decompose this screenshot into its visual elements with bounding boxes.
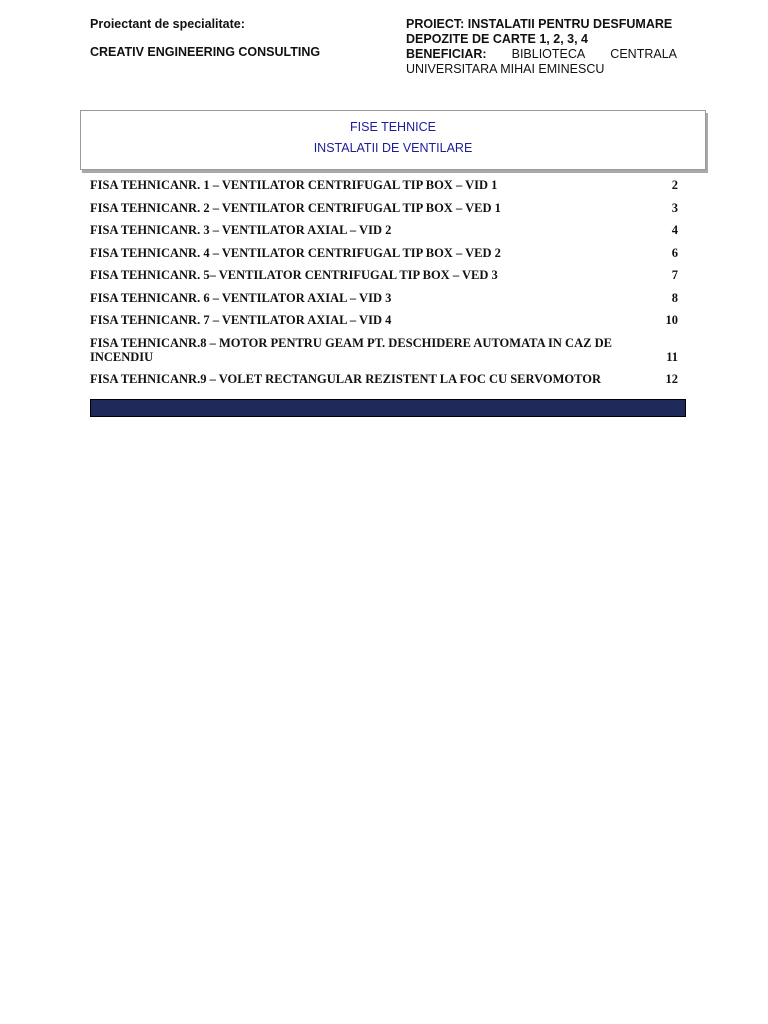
toc-entry[interactable]	[90, 336, 678, 364]
project-title: PROIECT: INSTALATII PENTRU DESFUMARE	[406, 17, 673, 31]
toc-entry[interactable]	[90, 268, 678, 282]
document-subtitle: INSTALATII DE VENTILARE	[313, 141, 473, 155]
beneficiary-word2: CENTRALA	[610, 47, 677, 61]
table-of-contents	[90, 178, 678, 395]
toc-entry-page: 6	[671, 245, 678, 260]
toc-entry[interactable]	[90, 178, 678, 192]
toc-entry-page: 10	[665, 313, 678, 327]
toc-entry-title: FISA TEHNICANR. 3 – VENTILATOR AXIAL – VID 2	[90, 223, 392, 237]
project-block	[406, 17, 677, 77]
toc-entry-page: 12	[665, 372, 678, 386]
toc-entry-page: 8	[671, 290, 678, 305]
project-subtitle: DEPOZITE DE CARTE 1, 2, 3, 4	[406, 32, 588, 46]
toc-entry[interactable]	[90, 372, 678, 386]
toc-entry[interactable]	[90, 223, 678, 237]
toc-entry-title: FISA TEHNICANR. 2 – VENTILATOR CENTRIFUGAL TIP BOX – VED 1	[90, 200, 501, 215]
toc-entry-title: FISA TEHNICANR. 1 – VENTILATOR CENTRIFUGAL TIP BOX – VID 1	[90, 178, 498, 192]
toc-entry[interactable]	[90, 313, 678, 327]
toc-entry-title: FISA TEHNICANR. 6 – VENTILATOR AXIAL – VID 3	[90, 290, 392, 305]
designer-label: Proiectant de specialitate:	[90, 17, 245, 31]
beneficiary-label: BENEFICIAR:	[406, 47, 487, 61]
toc-entry[interactable]	[90, 291, 678, 305]
toc-entry[interactable]	[90, 201, 678, 215]
toc-entry-page: 3	[671, 200, 678, 215]
beneficiary-word1: BIBLIOTECA	[511, 47, 586, 61]
toc-entry-page: 7	[671, 268, 678, 282]
toc-entry-page: 2	[671, 178, 678, 192]
title-box	[80, 110, 706, 170]
beneficiary-name: UNIVERSITARA MIHAI EMINESCU	[406, 62, 605, 76]
designer-block	[90, 17, 380, 59]
toc-entry-title: FISA TEHNICANR. 4 – VENTILATOR CENTRIFUGAL TIP BOX – VED 2	[90, 245, 501, 260]
designer-name: CREATIV ENGINEERING CONSULTING	[90, 45, 321, 59]
toc-entry[interactable]	[90, 246, 678, 260]
document-title: FISE TEHNICE	[350, 120, 436, 134]
toc-entry-page: 11	[666, 349, 678, 364]
toc-entry-title: FISA TEHNICANR. 7 – VENTILATOR AXIAL – VID 4	[90, 313, 392, 327]
beneficiary-line	[406, 47, 677, 62]
toc-entry-title: FISA TEHNICANR. 5– VENTILATOR CENTRIFUGAL TIP BOX – VED 3	[90, 268, 498, 282]
toc-entry-page: 4	[671, 223, 678, 237]
footer-bar	[90, 399, 686, 417]
toc-entry-title: FISA TEHNICANR.9 – VOLET RECTANGULAR REZISTENT LA FOC CU SERVOMOTOR	[90, 372, 601, 386]
toc-entry-title: FISA TEHNICANR.8 – MOTOR PENTRU GEAM PT. DESCHIDERE AUTOMATA IN CAZ DE INCENDIU	[90, 335, 612, 364]
